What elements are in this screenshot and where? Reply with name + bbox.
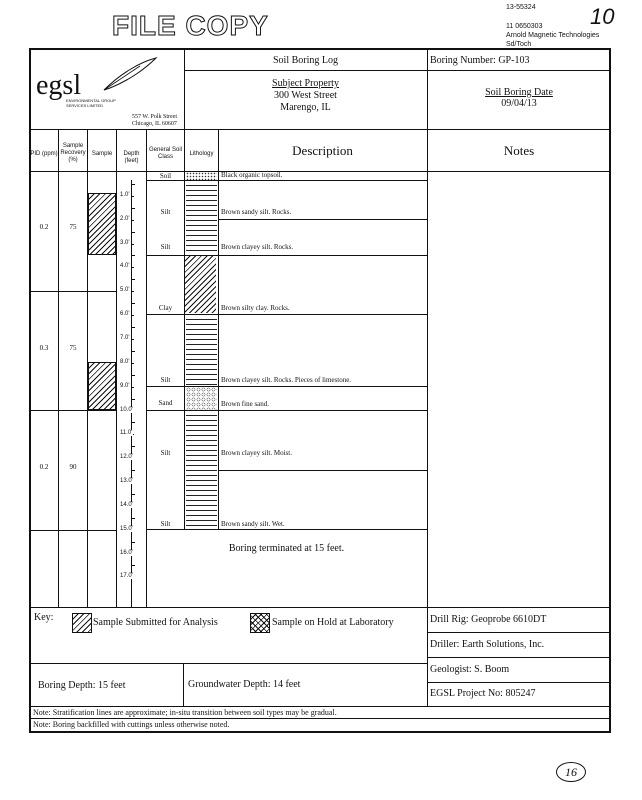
driller: Driller: Earth Solutions, Inc.: [430, 639, 545, 650]
depth-label: 16.0': [120, 550, 133, 556]
pid-interval-2: 0.3: [39, 344, 49, 352]
depth-half-tick: [131, 303, 135, 304]
layer-description: Black organic topsoil.: [221, 171, 283, 179]
recovery-interval-1: 75: [69, 223, 77, 231]
layer-description: Brown clayey silt. Rocks.: [221, 243, 294, 251]
soil-class-label: Silt: [160, 376, 171, 384]
depth-label: 13.0': [120, 478, 133, 484]
file-copy-stamp: FILE COPY: [112, 10, 269, 41]
depth-half-tick: [131, 327, 135, 328]
col-header-description: Description: [292, 143, 353, 158]
layer-description: Brown clayey silt. Rocks. Pieces of limestone.: [221, 376, 352, 384]
depth-label: 4.0': [120, 263, 130, 269]
egsl-project-number: EGSL Project No: 805247: [430, 688, 536, 699]
depth-label: 9.0': [120, 383, 130, 389]
soil-class-label: Silt: [160, 520, 171, 528]
lithology-soil: [186, 172, 217, 180]
feather-logo-icon: [100, 54, 160, 94]
lithology-silt: [186, 181, 217, 255]
col-header-pid: PID (ppm): [30, 151, 58, 157]
handwritten-page-mark: 10: [590, 4, 615, 29]
depth-label: 12.0': [120, 454, 133, 460]
depth-half-tick: [131, 375, 135, 376]
note-stratification: Note: Stratification lines are approximate; in-situ transition between soil types may be gradual.: [33, 708, 337, 717]
depth-half-tick: [131, 446, 135, 447]
sample-submitted-box: [88, 362, 116, 410]
layer-description: Brown sandy silt. Wet.: [221, 520, 285, 528]
ref-line-4: Sd/Toch: [506, 41, 532, 48]
depth-label: 3.0': [120, 240, 130, 246]
egsl-logo: egsl: [36, 70, 82, 101]
lithology-silt: [186, 411, 217, 529]
depth-half-tick: [131, 494, 135, 495]
logo-address-1: 557 W. Polk Street: [132, 114, 178, 120]
soil-class-label: Soil: [159, 172, 172, 180]
key-label: Key:: [34, 612, 54, 623]
col-header-depth: Depth (feet): [123, 151, 140, 164]
property-street: 300 West Street: [274, 90, 337, 101]
property-city: Marengo, IL: [280, 102, 331, 113]
note-backfill: Note: Boring backfilled with cuttings unless otherwise noted.: [33, 720, 230, 729]
key-on-hold-swatch: [250, 613, 270, 633]
pid-interval-3: 0.2: [39, 463, 49, 471]
col-header-notes: Notes: [503, 143, 535, 158]
depth-half-tick: [131, 518, 135, 519]
depth-half-tick: [131, 184, 135, 185]
boring-number: Boring Number: GP-103: [430, 55, 530, 66]
layer-description: Brown clayey silt. Moist.: [221, 449, 292, 457]
depth-label: 14.0': [120, 502, 133, 508]
layer-description: Brown fine sand.: [221, 400, 270, 408]
soil-class-label: Silt: [160, 243, 171, 251]
soil-class-label: Sand: [158, 399, 173, 407]
lithology-sand: [186, 387, 217, 410]
boring-date-label: Soil Boring Date: [485, 87, 553, 98]
depth-half-tick: [131, 208, 135, 209]
depth-half-tick: [131, 279, 135, 280]
ref-line-3: Arnold Magnetic Technologies: [506, 32, 600, 39]
ref-line-1: 13-55324: [506, 4, 536, 11]
depth-half-tick: [131, 565, 135, 566]
bottom-page-number: 16: [556, 762, 586, 782]
depth-label: 11.0': [120, 430, 133, 436]
boring-date-value: 09/04/13: [501, 98, 537, 109]
ref-line-2: 11 0650303: [506, 23, 543, 30]
boring-depth: Boring Depth: 15 feet: [38, 680, 126, 691]
depth-label: 17.0': [120, 573, 133, 579]
col-header-lithology: Lithology: [189, 151, 214, 157]
geologist: Geologist: S. Boom: [430, 664, 510, 675]
depth-half-tick: [131, 470, 135, 471]
lithology-silt: [186, 315, 217, 386]
depth-label: 2.0': [120, 216, 130, 222]
col-header-recovery: Sample Recovery (%): [60, 143, 86, 163]
depth-label: 6.0': [120, 311, 130, 317]
depth-half-tick: [131, 232, 135, 233]
depth-label: 15.0': [120, 526, 133, 532]
recovery-interval-3: 90: [69, 463, 77, 471]
logo-tagline-2: SERVICES LIMITED: [66, 103, 104, 108]
soil-class-label: Silt: [160, 449, 171, 457]
depth-half-tick: [131, 351, 135, 352]
depth-label: 1.0': [120, 192, 130, 198]
key-on-hold-label: Sample on Hold at Laboratory: [272, 617, 394, 628]
depth-half-tick: [131, 399, 135, 400]
depth-label: 7.0': [120, 335, 130, 341]
subject-property-label: Subject Property: [272, 78, 339, 89]
depth-label: 10.0': [120, 407, 133, 413]
layer-description: Brown silty clay. Rocks.: [221, 304, 290, 312]
key-submitted-label: Sample Submitted for Analysis: [93, 617, 218, 628]
key-submitted-swatch: [72, 613, 92, 633]
recovery-interval-2: 75: [69, 344, 77, 352]
logo-tagline-1: ENVIRONMENTAL GROUP: [66, 98, 116, 103]
depth-label: 8.0': [120, 359, 130, 365]
log-title: Soil Boring Log: [272, 55, 338, 66]
pid-interval-1: 0.2: [39, 223, 49, 231]
logo-address-2: Chicago, IL 60607: [132, 121, 177, 127]
depth-label: 5.0': [120, 287, 130, 293]
soil-class-label: Silt: [160, 208, 171, 216]
sample-submitted-box: [88, 193, 116, 255]
depth-half-tick: [131, 255, 135, 256]
drill-rig: Drill Rig: Geoprobe 6610DT: [430, 614, 547, 625]
groundwater-depth: Groundwater Depth: 14 feet: [188, 679, 301, 690]
termination-note: Boring terminated at 15 feet.: [228, 543, 345, 554]
col-header-sample: Sample: [91, 151, 113, 157]
layer-description: Brown sandy silt. Rocks.: [221, 208, 292, 216]
soil-class-label: Clay: [158, 304, 173, 312]
depth-half-tick: [131, 542, 135, 543]
col-header-soil-class: General Soil Class: [148, 147, 183, 160]
lithology-clay: [185, 256, 216, 313]
depth-half-tick: [131, 422, 135, 423]
